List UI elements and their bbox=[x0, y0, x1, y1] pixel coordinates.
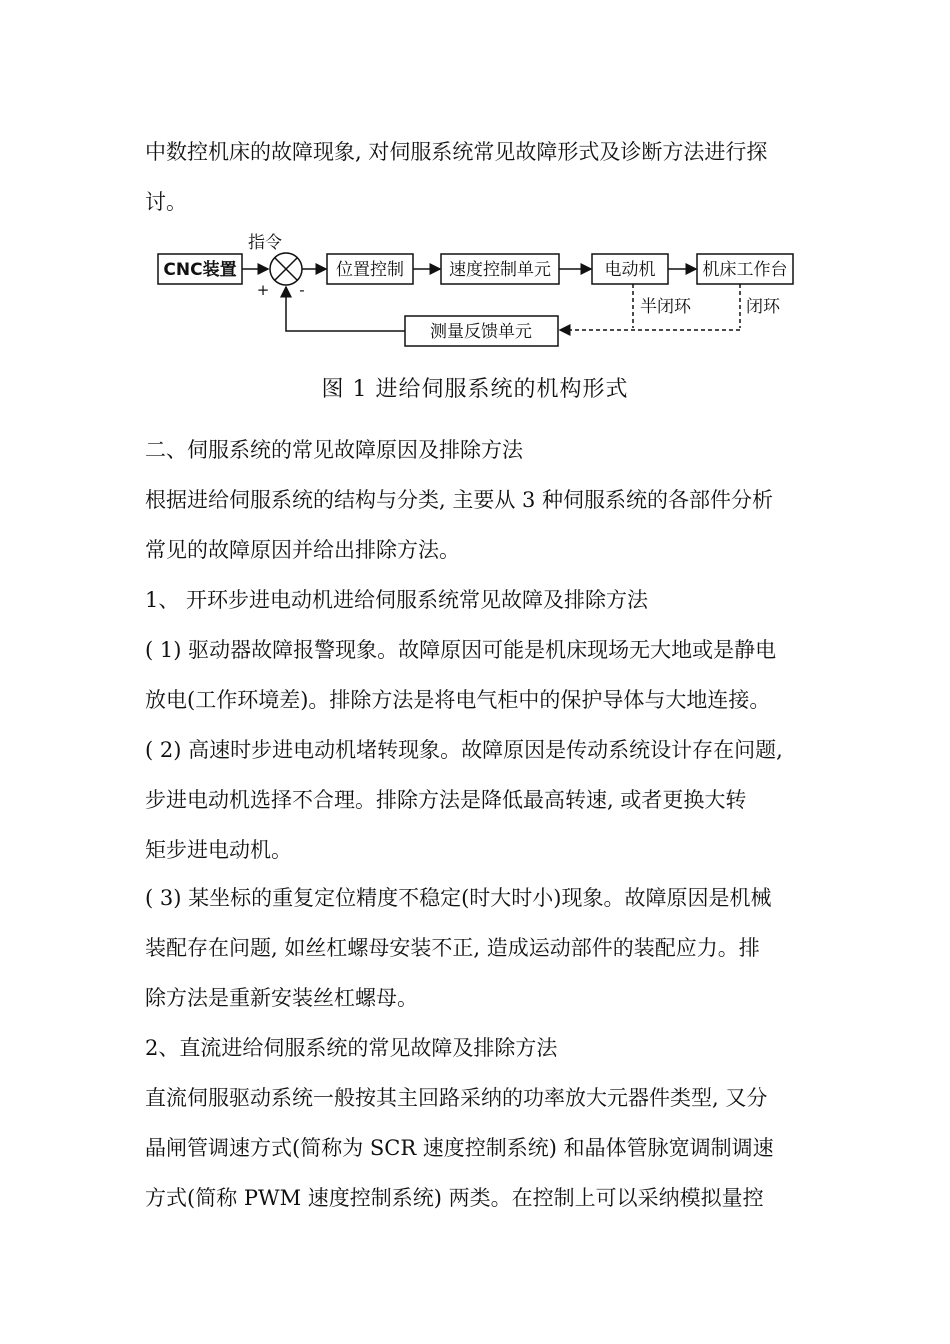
text-line: 中数控机床的故障现象, 对伺服系统常见故障形式及诊断方法进行探 bbox=[145, 140, 768, 164]
subsection-heading: 2、直流进给伺服系统的常见故障及排除方法 bbox=[145, 1036, 558, 1060]
text-line: 根据进给伺服系统的结构与分类, 主要从 3 种伺服系统的各部件分析 bbox=[145, 488, 774, 512]
speed-unit-label: 速度控制单元 bbox=[449, 260, 551, 280]
text-line: ( 2) 高速时步进电动机堵转现象。故障原因是传动系统设计存在问题, bbox=[145, 738, 783, 762]
worktable-label: 机床工作台 bbox=[702, 260, 788, 280]
position-control-label: 位置控制 bbox=[336, 260, 404, 280]
text-line: ( 1) 驱动器故障报警现象。故障原因可能是机床现场无大地或是静电 bbox=[145, 638, 777, 662]
text-line: 矩步进电动机。 bbox=[145, 838, 292, 862]
summing-junction bbox=[270, 253, 302, 285]
text-line: 除方法是重新安装丝杠螺母。 bbox=[145, 986, 418, 1010]
text-line: 放电(工作环境差)。排除方法是将电气柜中的保护导体与大地连接。 bbox=[145, 688, 771, 712]
semi-closed-label: 半闭环 bbox=[640, 297, 691, 317]
text-line: 步进电动机选择不合理。排除方法是降低最高转速, 或者更换大转 bbox=[145, 788, 747, 812]
text-line: 晶闸管调速方式(简称为 SCR 速度控制系统) 和晶体管脉宽调制调速 bbox=[145, 1136, 774, 1160]
subsection-heading: 1、 开环步进电动机进给伺服系统常见故障及排除方法 bbox=[145, 588, 649, 612]
cnc-label: CNC装置 bbox=[163, 260, 237, 280]
text-line: 讨。 bbox=[145, 190, 187, 214]
text-line: 直流伺服驱动系统一般按其主回路采纳的功率放大元器件类型, 又分 bbox=[145, 1086, 768, 1110]
motor-label: 电动机 bbox=[604, 260, 656, 280]
section-heading: 二、伺服系统的常见故障原因及排除方法 bbox=[145, 438, 523, 462]
minus-sign: - bbox=[299, 281, 305, 299]
text-line: ( 3) 某坐标的重复定位精度不稳定(时大时小)现象。故障原因是机械 bbox=[145, 886, 772, 910]
text-line: 装配存在问题, 如丝杠螺母安装不正, 造成运动部件的装配应力。排 bbox=[145, 936, 760, 960]
plus-sign: + bbox=[256, 281, 270, 299]
closed-label: 闭环 bbox=[746, 297, 780, 317]
feedback-label: 测量反馈单元 bbox=[430, 322, 532, 342]
text-line: 方式(简称 PWM 速度控制系统) 两类。在控制上可以采纳模拟量控 bbox=[145, 1186, 764, 1210]
text-line: 常见的故障原因并给出排除方法。 bbox=[145, 538, 460, 562]
command-label: 指令 bbox=[248, 233, 282, 253]
figure-caption: 图 1 进给伺服系统的机构形式 bbox=[321, 377, 629, 402]
